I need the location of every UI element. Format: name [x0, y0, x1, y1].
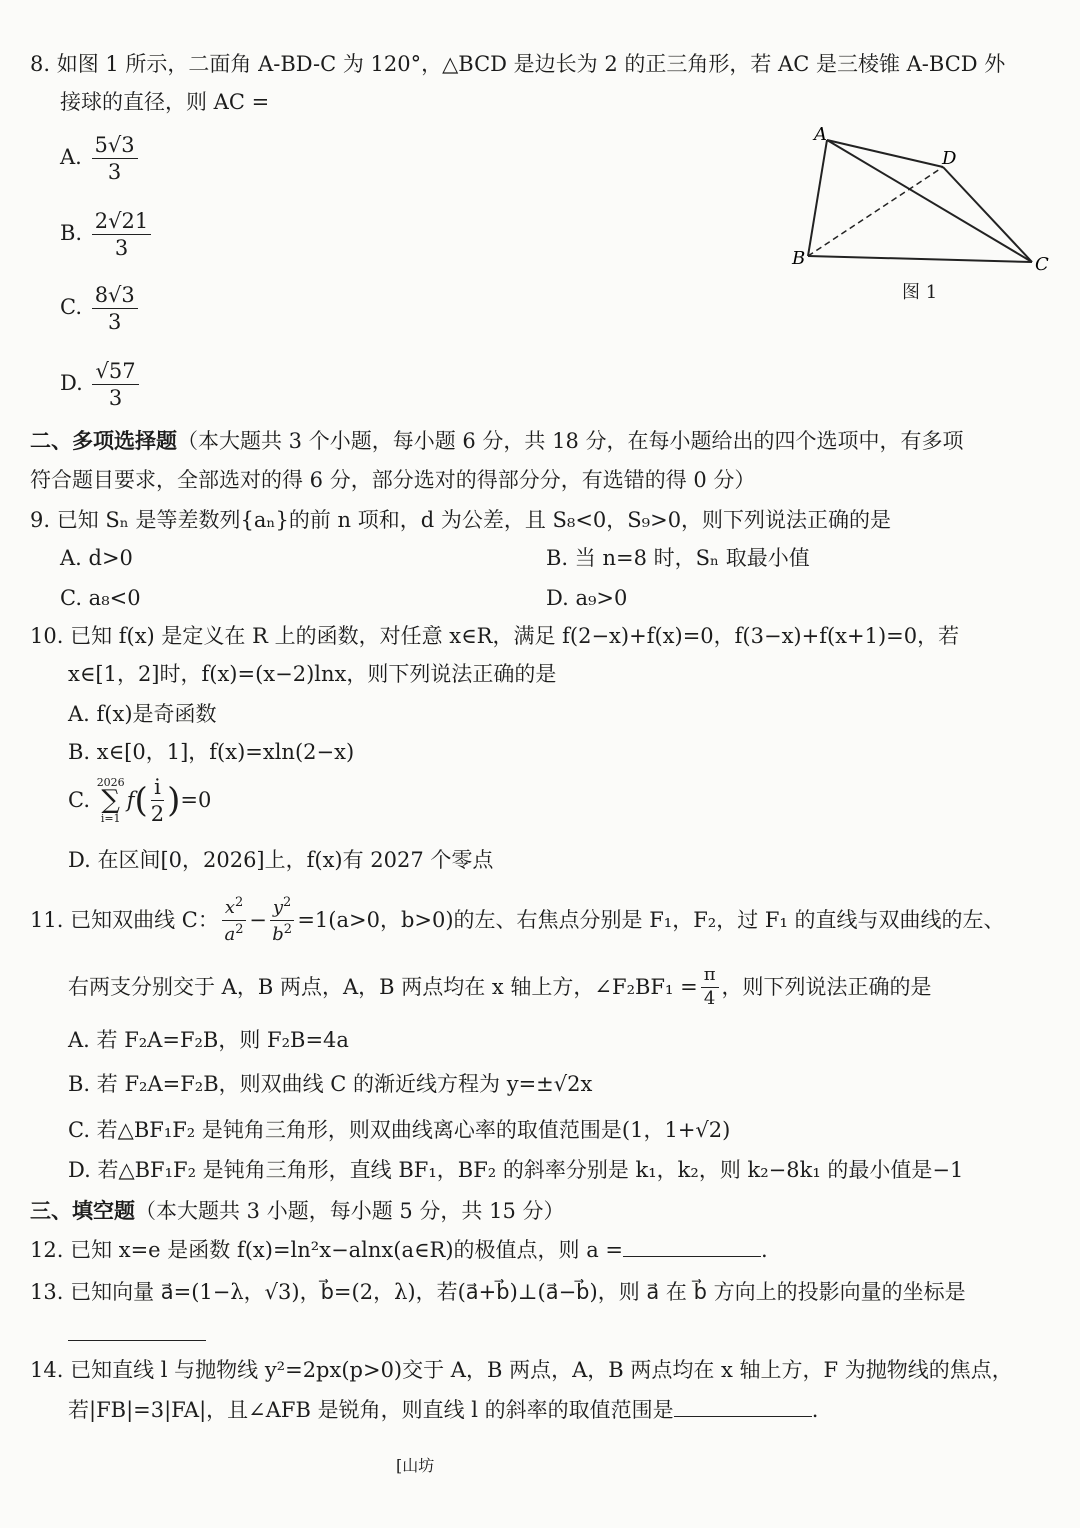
page-footer: [山坊: [396, 1456, 435, 1475]
q8-option-b: [60, 210, 154, 259]
q11-stem-line1: 11. 已知双曲线 C： $\frac{x^2}{a^2}$ − $\frac{y^2}{b^2}$ =1(a>0，b>0)的左、右焦点分别是 F₁，F₂，过 F₁ 的直线与双曲线的左、: [30, 895, 1005, 945]
q11-option-d: D. 若△BF₁F₂ 是钝角三角形，直线 BF₁，BF₂ 的斜率分别是 k₁，k₂，则 k₂−8k₁ 的最小值是−1: [68, 1158, 964, 1182]
q8-option-b-label: B.: [60, 221, 83, 246]
q10-option-c-label: C.: [68, 788, 90, 813]
q9-stem: 9. 已知 Sₙ 是等差数列{aₙ}的前 n 项和，d 为公差，且 S₈<0，S₉>0，则下列说法正确的是: [30, 508, 892, 532]
q8-option-b-fraction: [92, 210, 151, 259]
vertex-label-a: A: [814, 124, 827, 145]
q11-option-c: C. 若△BF₁F₂ 是钝角三角形，则双曲线离心率的取值范围是(1，1+√2): [68, 1118, 731, 1142]
vertex-label-c: C: [1035, 254, 1049, 275]
q8-option-c-label: C.: [60, 295, 82, 320]
q10-option-a: A. f(x)是奇函数: [68, 702, 217, 726]
q8-option-d-den: 3: [108, 386, 123, 411]
q9-option-d: D. a₉>0: [546, 586, 628, 610]
q10-option-c-num: i: [151, 776, 164, 801]
q14-line2: [68, 1400, 818, 1421]
q11-frac-y: $\frac{y^2}{b^2}$: [270, 896, 294, 945]
q10-option-c: C. 2026 ∑ i=1f( $\frac{i}{2}$ )=0: [68, 775, 212, 827]
q8-option-d-fraction: [92, 360, 138, 409]
q8-stem-line2: 接球的直径，则 AC =: [60, 90, 270, 114]
q8-option-d: [60, 360, 142, 409]
q8-option-b-den: 3: [114, 236, 129, 261]
q9-option-b: B. 当 n=8 时，Sₙ 取最小值: [546, 546, 810, 570]
q10-option-c-tail: =0: [180, 788, 212, 813]
q8-option-a: [60, 134, 141, 183]
summation-symbol: 2026 ∑ i=1: [96, 776, 125, 825]
q8-option-d-label: D.: [60, 371, 83, 396]
q11-stem-line2: [68, 966, 932, 1009]
q8-stem-line1: 8. 如图 1 所示，二面角 A-BD-C 为 120°，△BCD 是边长为 2 的正三角形，若 AC 是三棱锥 A-BCD 外: [30, 52, 1006, 76]
q12-text: 12. 已知 x=e 是函数 f(x)=ln²x−alnx(a∈R)的极值点，则 a =: [30, 1238, 623, 1262]
q8-option-d-num: √57: [92, 360, 138, 385]
q14-stem-line1: 14. 已知直线 l 与抛物线 y²=2px(p>0)交于 A，B 两点，A，B 两点均在 x 轴上方，F 为抛物线的焦点，: [30, 1358, 1013, 1382]
q14-end: .: [811, 1398, 819, 1422]
q10-option-c-fraction: [151, 776, 164, 825]
q8-option-a-den: 3: [107, 160, 122, 185]
section2-title: 二、多项选择题: [30, 428, 177, 453]
q11-stem-pre: 11. 已知双曲线 C：: [30, 907, 219, 932]
edge-AC: [827, 140, 1032, 262]
vertex-label-b: B: [792, 248, 806, 269]
section2-desc2: 符合题目要求，全部选对的得 6 分，部分选对的得部分分，有选错的得 0 分）: [30, 468, 756, 492]
q10-stem-line2: x∈[1，2]时，f(x)=(x−2)lnx，则下列说法正确的是: [68, 662, 557, 686]
q11-option-a: A. 若 F₂A=F₂B，则 F₂B=4a: [68, 1028, 349, 1052]
q13-text: 13. 已知向量 a⃗=(1−λ，√3)，b⃗=(2，λ)，若(a⃗+b⃗)⊥(a⃗−b⃗)，则 a⃗ 在 b⃗ 方向上的投影向量的坐标是: [30, 1280, 966, 1304]
q8-option-a-fraction: [92, 134, 138, 183]
section3-desc: （本大题共 3 小题，每小题 5 分，共 15 分）: [135, 1199, 565, 1223]
q10-option-b: B. x∈[0，1]，f(x)=xln(2−x): [68, 740, 355, 764]
edge-AD: [827, 140, 943, 167]
q8-option-b-num: 2√21: [92, 210, 151, 235]
q8-option-c-num: 8√3: [92, 284, 138, 309]
q12-end: .: [761, 1238, 768, 1262]
q8-figure-caption: 图 1: [902, 282, 938, 303]
section2-line1: [30, 430, 964, 452]
q11-line2-post: ，则下列说法正确的是: [721, 974, 932, 999]
q8-option-c-den: 3: [108, 310, 122, 335]
q10-option-d: D. 在区间[0，2026]上，f(x)有 2027 个零点: [68, 848, 494, 872]
q9-option-c: C. a₈<0: [60, 586, 141, 610]
vertex-label-d: D: [942, 148, 957, 169]
q10-option-c-den: 2: [150, 802, 165, 827]
q11-angle-fraction: [701, 966, 719, 1009]
q8-option-c: [60, 284, 141, 333]
q9-option-a: A. d>0: [60, 546, 133, 570]
section3-line: [30, 1200, 565, 1222]
q11-option-b: B. 若 F₂A=F₂B，则双曲线 C 的渐近线方程为 y=±√2x: [68, 1072, 593, 1096]
section3-title: 三、填空题: [30, 1198, 135, 1223]
section2-desc1: （本大题共 3 个小题，每小题 6 分，共 18 分，在每小题给出的四个选项中，有多项: [177, 429, 964, 453]
q12-line: [30, 1240, 768, 1261]
sum-lower-limit: i=1: [100, 811, 121, 825]
q11-frac-x: $\frac{x^2}{a^2}$: [222, 896, 246, 945]
q14-answer-blank[interactable]: [674, 1416, 812, 1417]
edge-BC: [808, 256, 1032, 262]
sum-upper-limit: 2026: [96, 776, 125, 790]
q11-angle-den: 4: [703, 987, 716, 1009]
q8-option-a-label: A.: [60, 145, 82, 170]
q8-option-a-num: 5√3: [92, 134, 138, 159]
q11-line2-pre: 右两支分别交于 A，B 两点，A，B 两点均在 x 轴上方，∠F₂BF₁ =: [68, 974, 698, 999]
q11-angle-num: π: [701, 966, 719, 988]
edge-DC: [943, 167, 1032, 262]
q8-option-c-fraction: [92, 284, 138, 333]
q10-stem-line1: 10. 已知 f(x) 是定义在 R 上的函数，对任意 x∈R，满足 f(2−x)+f(x)=0，f(3−x)+f(x+1)=0，若: [30, 624, 960, 648]
q14-text: 若|FB|=3|FA|，且∠AFB 是锐角，则直线 l 的斜率的取值范围是: [68, 1398, 674, 1422]
edge-BD-hidden: [808, 167, 943, 256]
q12-answer-blank[interactable]: [623, 1256, 761, 1257]
edge-AB: [808, 140, 827, 256]
q13-answer-blank[interactable]: [68, 1340, 206, 1341]
q11-stem-post: =1(a>0，b>0)的左、右焦点分别是 F₁，F₂，过 F₁ 的直线与双曲线的左、: [297, 907, 1005, 932]
